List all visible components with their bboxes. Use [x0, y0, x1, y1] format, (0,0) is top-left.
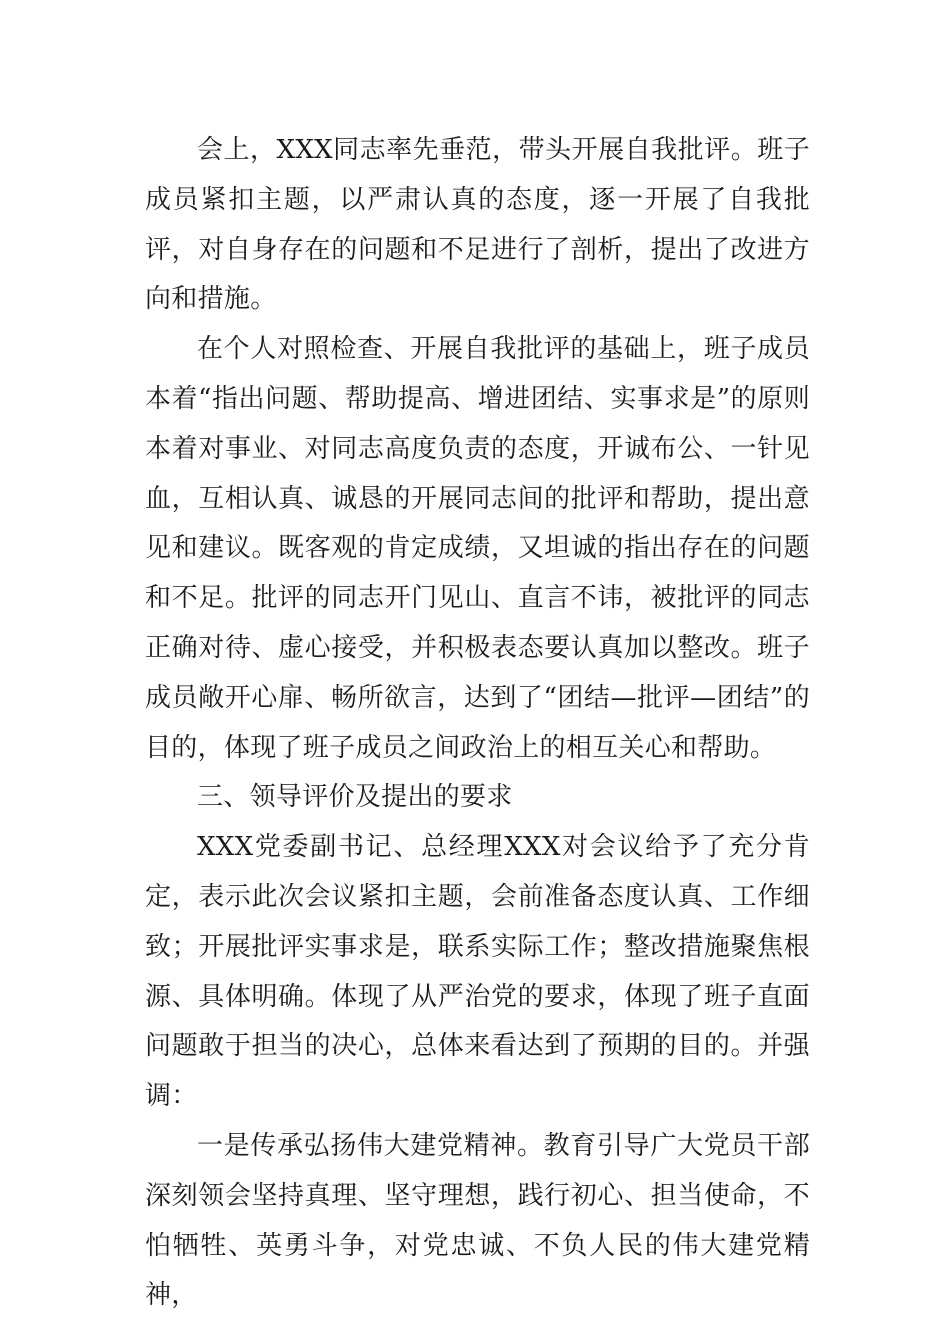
section-heading-leadership-evaluation: 三、领导评价及提出的要求	[197, 782, 513, 813]
paragraph-leadership-affirmation: XXX党委副书记、总经理XXX对会议给予了充分肯定，表示此次会议紧扣主题，会前准备态度认真、工作细致；开展批评实事求是，联系实际工作；整改措施聚焦根源、具体明确。体现了从严治党的要求，体现了班子直面问题敢于担当的决心，总体来看达到了预期的目的。并强调：	[145, 832, 810, 1112]
paragraph-party-spirit: 一是传承弘扬伟大建党精神。教育引导广大党员干部深刻领会坚持真理、坚守理想，践行初心、担当使命，不怕牺牲、英勇斗争，对党忠诚、不负人民的伟大建党精神，	[145, 1130, 810, 1311]
document-body	[145, 126, 810, 1321]
paragraph-mutual-criticism: 在个人对照检查、开展自我批评的基础上，班子成员本着“指出问题、帮助提高、增进团结、实事求是”的原则本着对事业、对同志高度负责的态度，开诚布公、一针见血，互相认真、诚恳的开展同志间的批评和帮助，提出意见和建议。既客观的肯定成绩，又坦诚的指出存在的问题和不足。批评的同志开门见山、直言不讳，被批评的同志正确对待、虚心接受，并积极表态要认真加以整改。班子成员敞开心扉、畅所欲言，达到了“团结—批评—团结”的目的，体现了班子成员之间政治上的相互关心和帮助。	[145, 334, 810, 763]
paragraph-self-criticism: 会上，XXX同志率先垂范，带头开展自我批评。班子成员紧扣主题，以严肃认真的态度，逐一开展了自我批评，对自身存在的问题和不足进行了剖析，提出了改进方向和措施。	[145, 135, 810, 315]
